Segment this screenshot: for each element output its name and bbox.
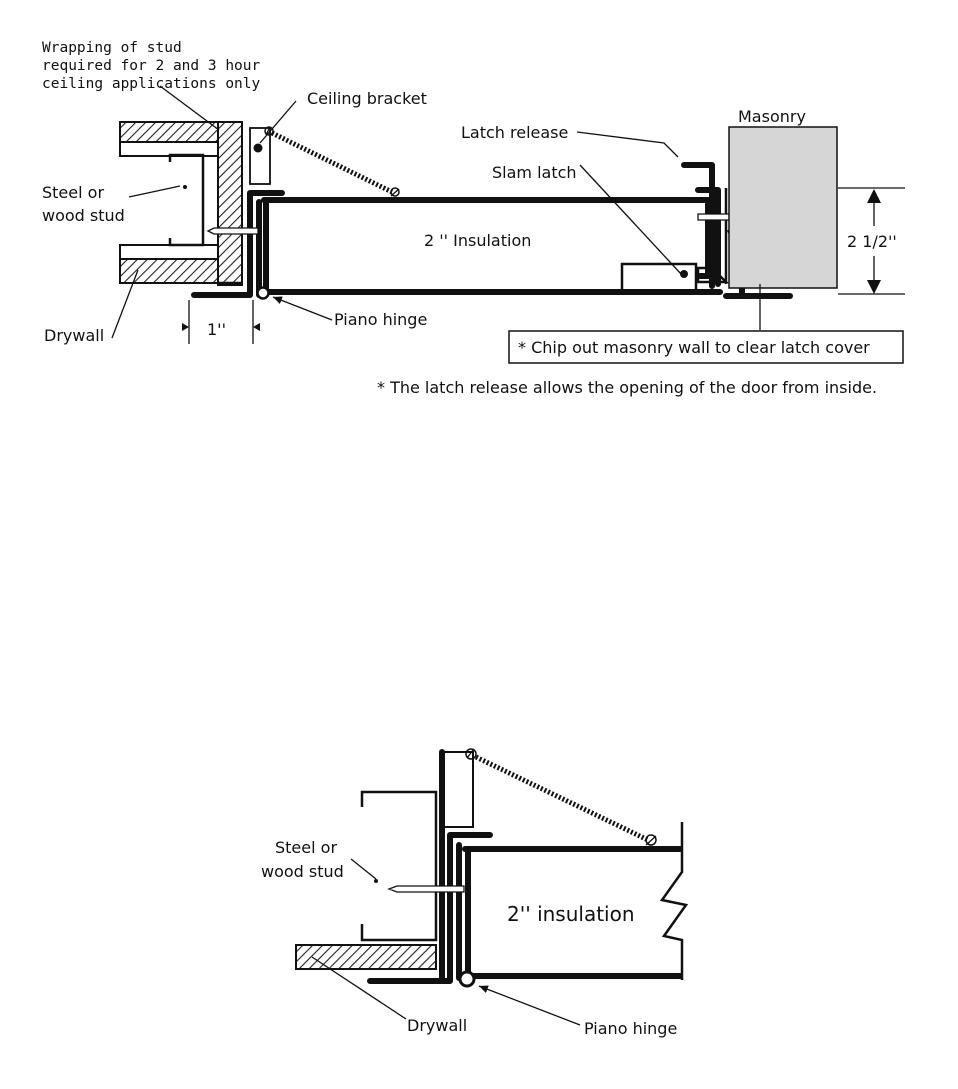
piano-hinge-label-bottom: Piano hinge	[584, 1019, 678, 1038]
chip-out-note: * Chip out masonry wall to clear latch cover	[518, 338, 870, 357]
insulation-label-bottom: 2'' insulation	[507, 902, 635, 926]
masonry-label: Masonry	[738, 107, 806, 126]
bottom-diagram	[261, 749, 686, 1038]
masonry-wall	[729, 127, 837, 288]
slam-latch-label: Slam latch	[492, 163, 577, 182]
dimension-2-5-inch-label: 2 1/2''	[847, 232, 897, 251]
safety-cable	[272, 133, 392, 192]
steel-stud-label-bottom: Steel or wood stud	[261, 838, 344, 881]
latch-release-footnote: * The latch release allows the opening of the door from inside.	[377, 378, 878, 397]
ceiling-bracket	[250, 128, 270, 184]
piano-hinge	[258, 288, 269, 299]
insulation-label: 2 '' Insulation	[424, 231, 532, 250]
latch-release-label: Latch release	[461, 123, 569, 142]
wrapping-note: Wrapping of stud required for 2 and 3 hour ceiling applications only	[42, 40, 261, 92]
drywall-label-bottom: Drywall	[407, 1016, 468, 1035]
steel-stud-label: Steel or wood stud	[42, 183, 125, 225]
stud-wrapping	[218, 122, 242, 285]
piano-hinge-bottom	[460, 972, 474, 986]
break-line	[662, 822, 686, 980]
drywall-label: Drywall	[44, 326, 105, 345]
top-diagram	[42, 40, 905, 397]
steel-stud-bottom	[362, 792, 436, 940]
drywall-bottom	[296, 945, 436, 969]
ceiling-bracket-bottom	[443, 752, 473, 827]
steel-stud	[170, 155, 203, 245]
dimension-1-inch-label: 1''	[207, 320, 226, 339]
safety-cable-bottom	[476, 757, 648, 840]
ceiling-bracket-label: Ceiling bracket	[307, 89, 427, 108]
piano-hinge-label: Piano hinge	[334, 310, 428, 329]
